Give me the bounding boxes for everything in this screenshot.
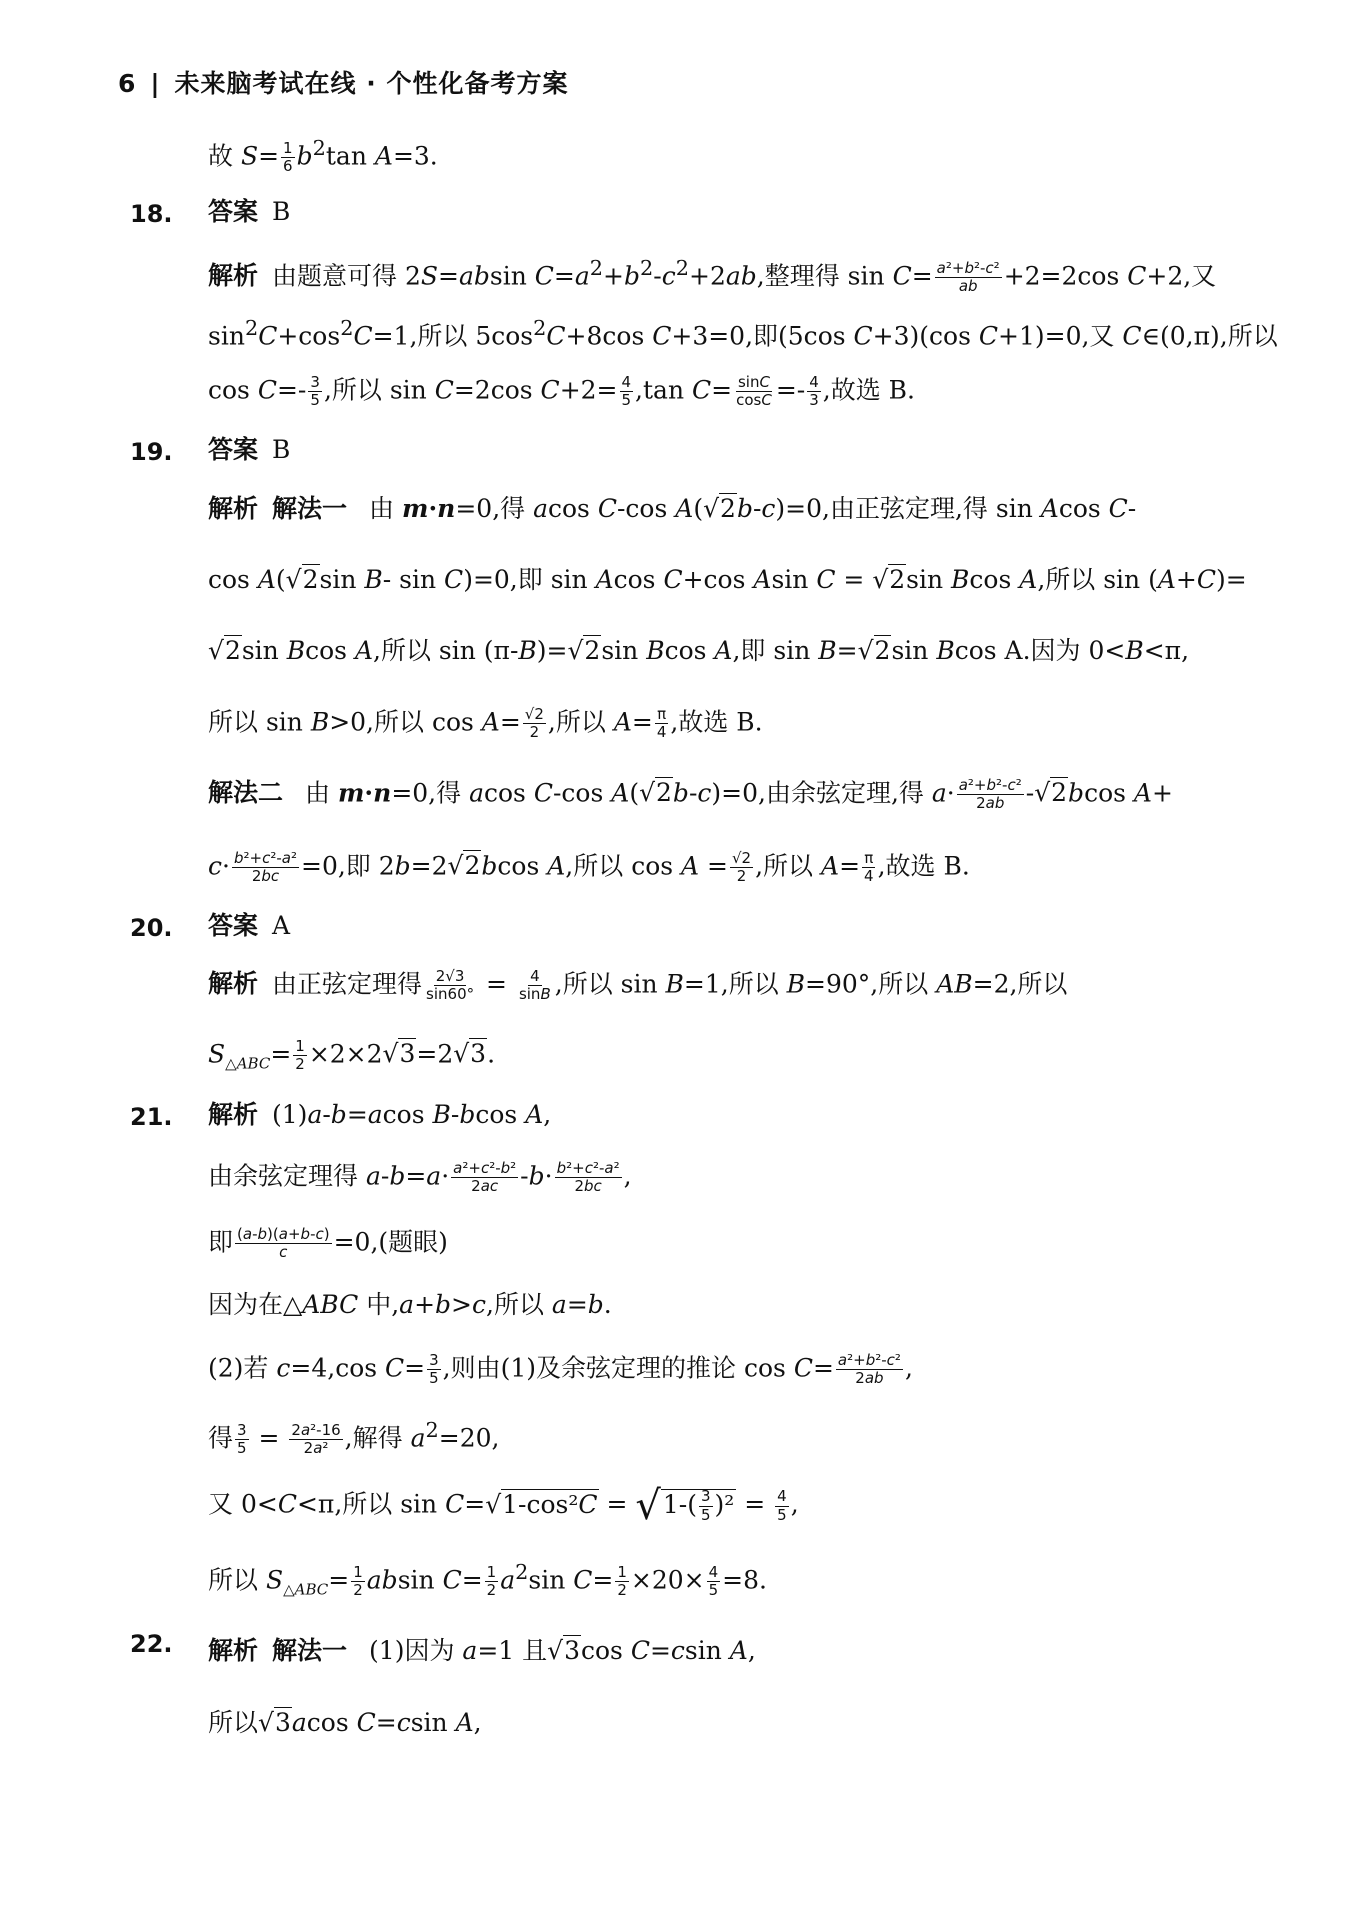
solution-line: 解析 解法一 由 m·n=0,得 acos C-cos A(√ 2b-c)=0,由正弦定理,得 sin Acos C- (208, 494, 1136, 524)
analysis-label: 解析 (208, 969, 259, 999)
question-number: 21. (130, 1103, 173, 1131)
method-label: 解法二 (208, 778, 284, 808)
page-number: 6 (118, 69, 137, 98)
answer-line (208, 435, 290, 465)
solution-line: 所以√ 3acos C=csin A, (208, 1708, 482, 1738)
solution-line: 得 $\frac{3}{5}$ = $\frac{\text{2a²-16}}{\text{2a²}}$ ,解得 $a^2=20$, (208, 1418, 500, 1458)
question-number: 19. (130, 438, 173, 466)
solution-line: $S_{\triangle ABC}=$ $\frac{1}{2}$ ×2×2√ 3=2√ 3. (208, 1038, 495, 1074)
question-number: 22. (130, 1630, 173, 1658)
header-separator: | (150, 69, 161, 98)
solution-line: 故 S= $\frac{1}{6}$ $b^2\tan$ A=3. (208, 136, 438, 176)
solution-line: 又 0<C<π,所以 sin C=√ 1-cos²C = √1-( $\frac{3}{5}$ )² = $\frac{4}{5}$ , (208, 1486, 799, 1526)
solution-line: 解析 由正弦定理得 $\frac{2√3}{\sin 60^\circ}$ = $\frac{4}{\sin B}$ ,所以 sin B=1,所以 B=90°,所以 AB=2,所以 (208, 967, 1068, 1004)
answer-label: 答案 (208, 911, 259, 940)
analysis-label: 解析 (208, 261, 259, 291)
analysis-label: 解析 (208, 1636, 259, 1665)
header-title: 未来脑考试在线 · 个性化备考方案 (174, 69, 569, 98)
question-number: 18. (130, 200, 173, 228)
answer-value: A (272, 911, 291, 940)
solution-line: 所以 sin B>0,所以 cos A= $\frac{√2}{2}$ ,所以 A= $\frac{\pi}{4}$ ,故选 B. (208, 705, 763, 742)
solution-line: 解析 (1)a-b=acos B-bcos A, (208, 1100, 552, 1129)
answer-label: 答案 (208, 197, 259, 226)
answer-line (208, 197, 290, 227)
method-label: 解法一 (272, 494, 348, 523)
analysis-label: 解析 (208, 494, 259, 523)
answer-line (208, 911, 290, 941)
solution-line: $\sin^2C+\cos^2C=1$,所以 $5\cos^2C+8\cos$ C+3=0,即(5cos C+3)(cos C+1)=0,又 C∈(0,π),所以 (208, 316, 1278, 351)
solution-line: cos C=- $\frac{3}{5}$ ,所以 sin C=2cos C+2= $\frac{4}{5}$ ,tan C= $\frac{\sin C}{\cos C}$ =- $\frac{4}{3}$ ,故选 B. (208, 373, 915, 410)
solution-line: 即 $\frac{(a-b)(a+b-c)}{c}$ =0,(题眼) (208, 1225, 448, 1262)
solution-line: √ 2sin Bcos A,所以 sin (π-B)=√ 2sin Bcos A,即 sin B=√ 2sin Bcos A.因为 0<B<π, (208, 636, 1189, 666)
answer-value: B (272, 435, 291, 464)
solution-line: 解析 由题意可得 2S=absin $C=a^2+b^2-c^2+2ab$,整理得 sin C= $\frac{\text{a²+b²-c²}}{ab}$ +2=2cos C+2,又 (208, 256, 1217, 296)
question-number: 20. (130, 914, 173, 942)
method-label: 解法一 (272, 1636, 348, 1665)
solution-line: cos A(√ 2sin B- sin C)=0,即 sin Acos C+cos Asin C = √ 2sin Bcos A,所以 sin (A+C)= (208, 565, 1247, 595)
solution-line: 解法二 由 m·n=0,得 acos C-cos A(√ 2b-c)=0,由余弦定理,得 a· $\frac{\text{a²+b²-c²}}{2ab}$ -√ 2bcos A+ (208, 777, 1173, 813)
solution-line: 解析 解法一 (1)因为 a=1 且√ 3cos C=csin A, (208, 1636, 756, 1666)
solution-line: 所以 $S_{\triangle ABC}=$ $\frac{1}{2}$ absin C= $\frac{1}{2}$ $a^2\sin$ C= $\frac{1}{2}$ ×20× $\frac{4}{5}$ =8. (208, 1560, 767, 1600)
solution-line: (2)若 c=4,cos C= $\frac{3}{5}$ ,则由(1)及余弦定理的推论 cos C= $\frac{\text{a²+b²-c²}}{2ab}$ , (208, 1351, 913, 1388)
solution-line: 由余弦定理得 a-b=a· $\frac{\text{a²+c²-b²}}{2ac}$ -b· $\frac{\text{b²+c²-a²}}{2bc}$ , (208, 1159, 632, 1196)
analysis-label: 解析 (208, 1100, 259, 1129)
solution-line: 因为在△ABC 中,a+b>c,所以 a=b. (208, 1290, 612, 1319)
answer-value: B (272, 197, 291, 226)
answer-label: 答案 (208, 435, 259, 464)
solution-line: c· $\frac{\text{b²+c²-a²}}{2bc}$ =0,即 2b=2√ 2bcos A,所以 cos A = $\frac{√2}{2}$ ,所以 A= $\frac{\pi}{4}$ ,故选 B. (208, 850, 970, 886)
page-header (118, 64, 568, 100)
